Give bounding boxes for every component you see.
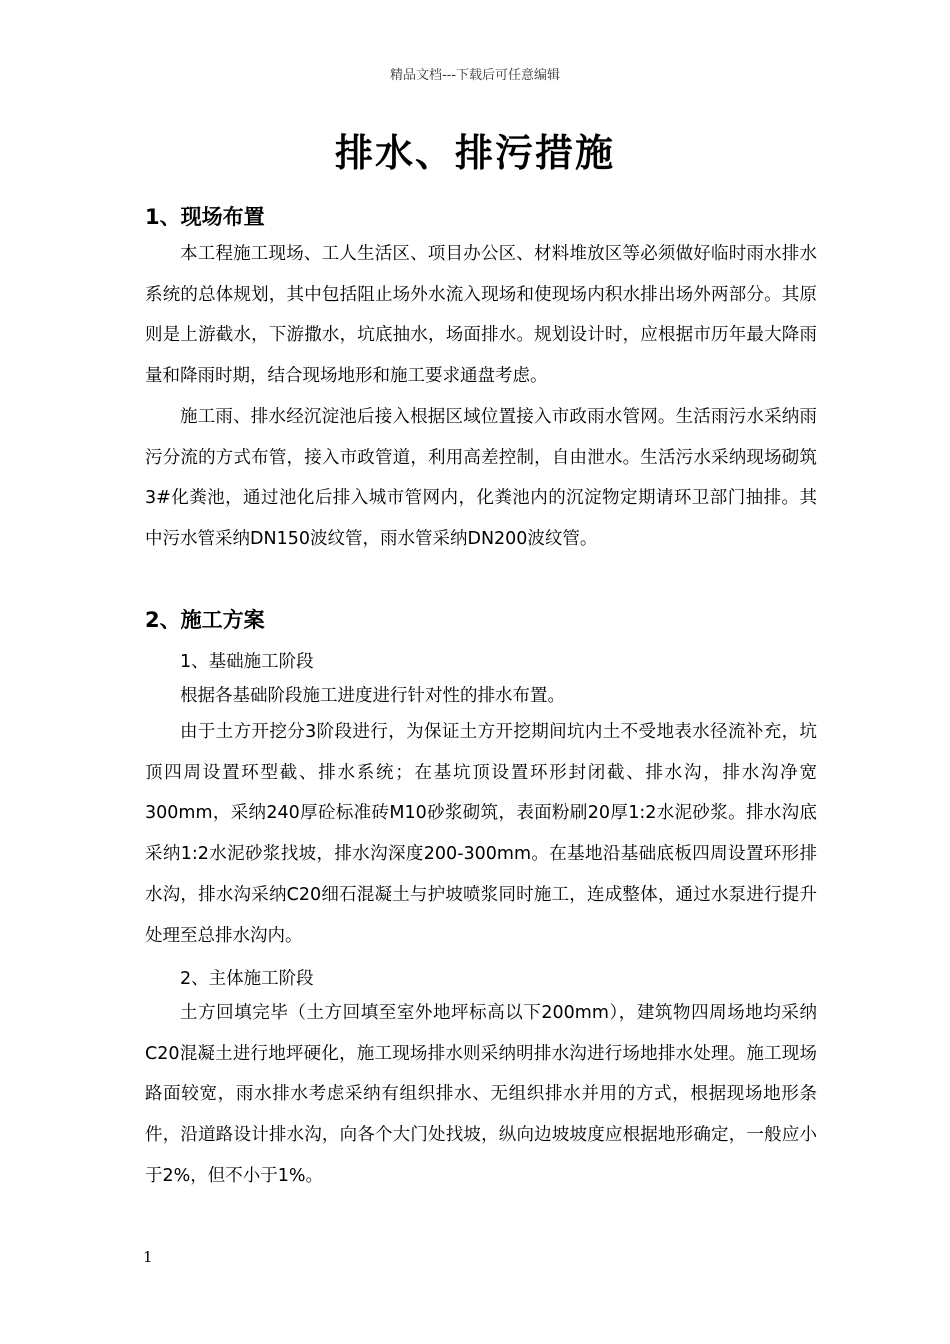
section-1-heading: 1、现场布置 — [145, 205, 265, 229]
subsection-1-heading: 1、基础施工阶段 — [180, 652, 314, 672]
section-1-paragraph-1: 本工程施工现场、工人生活区、项目办公区、材料堆放区等必须做好临时雨水排水系统的总体规划，其中包括阻止场外水流入现场和使现场内积水排出场外两部分。其原则是上游截水，下游撒水，坑底抽水，场面排水。规划设计时，应根据市历年最大降雨量和降雨时期，结合现场地形和施工要求通盘考虑。 — [145, 244, 817, 387]
subsection-2-heading: 2、主体施工阶段 — [180, 969, 314, 989]
section-2-paragraph-1: 根据各基础阶段施工进度进行针对性的排水布置。 — [180, 686, 565, 706]
section-1-paragraph-2: 施工雨、排水经沉淀池后接入根据区域位置接入市政雨水管网。生活雨污水采纳雨污分流的方式布管，接入市政管道，利用高差控制，自由泄水。生活污水采纳现场砌筑3#化粪池，通过池化后排入城市管网内，化粪池内的沉淀物定期请环卫部门抽排。其中污水管采纳DN150波纹管，雨水管采纳DN200波纹管。 — [145, 407, 817, 550]
section-2-paragraph-2: 由于土方开挖分3阶段进行，为保证土方开挖期间坑内土不受地表水径流补充，坑顶四周设置环型截、排水系统；在基坑顶设置环形封闭截、排水沟，排水沟净宽300mm，采纳240厚砼标准砖M10砂浆砌筑，表面粉刷20厚1:2水泥砂浆。排水沟底采纳1:2水泥砂浆找坡，排水沟深度200-300mm。在基地沿基础底板四周设置环形排水沟，排水沟采纳C20细石混凝土与护坡喷浆同时施工，连成整体，通过水泵进行提升处理至总排水沟内。 — [145, 722, 817, 946]
document-title: 排水、排污措施 — [334, 131, 615, 175]
page-number: 1 — [143, 1248, 153, 1266]
header-note: 精品文档---下载后可任意编辑 — [389, 68, 561, 83]
section-2-paragraph-3: 土方回填完毕（土方回填至室外地坪标高以下200mm），建筑物四周场地均采纳C20混凝土进行地坪硬化，施工现场排水则采纳明排水沟进行场地排水处理。施工现场路面较宽，雨水排水考虑采纳有组织排水、无组织排水并用的方式，根据现场地形条件，沿道路设计排水沟，向各个大门处找坡，纵向边坡坡度应根据地形确定，一般应小于2%，但不小于1%。 — [145, 1003, 817, 1186]
section-2-heading: 2、施工方案 — [145, 608, 265, 632]
